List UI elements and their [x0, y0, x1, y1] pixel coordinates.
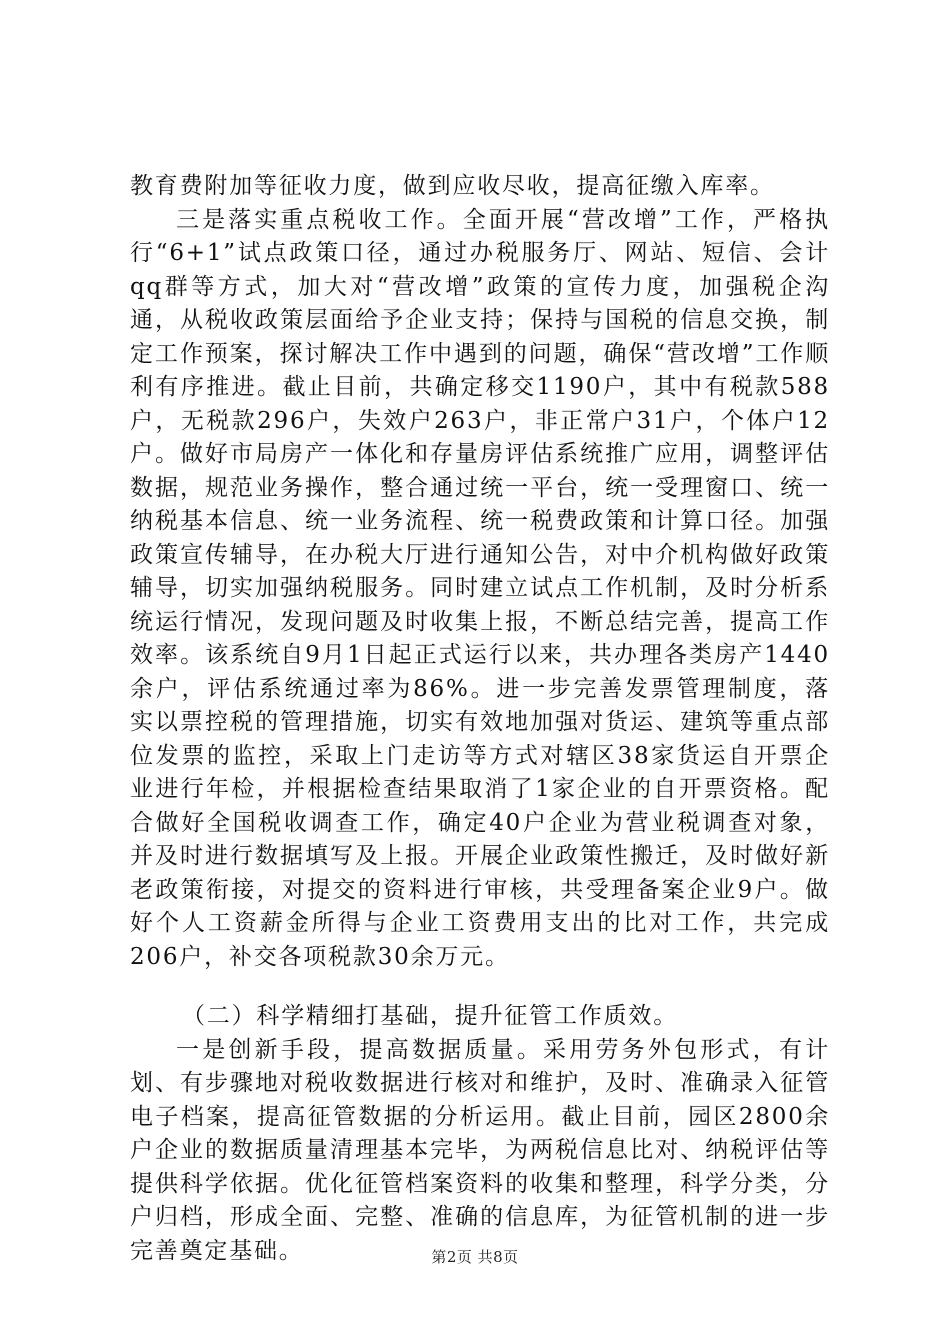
paragraph-data-quality: 一是创新手段，提高数据质量。采用劳务外包形式，有计划、有步骤地对税收数据进行核对和维护，及时、准确录入征管电子档案，提高征管数据的分析运用。截止目前，园区2800余户企业的数据质量清理基本完毕，为两税信息比对、纳税评估等提供科学依据。优化征管档案资料的收集和整理，科学分类，分户归档，形成全面、完整、准确的信息库，为征管机制的进一步完善奠定基础。: [130, 1036, 830, 1264]
paragraph-key-tax-work: 三是落实重点税收工作。全面开展“营改增”工作，严格执行“6+1”试点政策口径，通过办税服务厅、网站、短信、会计qq群等方式，加大对“营改增”政策的宣传力度，加强税企沟通，从税收政策层面给予企业支持；保持与国税的信息交换，制定工作预案，探讨解决工作中遇到的问题，确保“营改增”工作顺利有序推进。截止目前，共确定移交1190户，其中有税款588户，无税款296户，失效户263户，非正常户31户，个体户12户。做好市局房产一体化和存量房评估系统推广应用，调整评估数据，规范业务操作，整合通过统一平台，统一受理窗口、统一纳税基本信息、统一业务流程、统一税费政策和计算口径。加强政策宣传辅导，在办税大厅进行通知公告，对中介机构做好政策辅导，切实加强纳税服务。同时建立试点工作机制，及时分析系统运行情况，发现问题及时收集上报，不断总结完善，提高工作效率。该系统自9月1日起正式运行以来，共办理各类房产1440余户，评估系统通过率为86%。进一步完善发票管理制度，落实以票控税的管理措施，切实有效地加强对货运、建筑等重点部位发票的监控，采取上门走访等方式对辖区38家货运自开票企业进行年检，并根据检查结果取消了1家企业的自开票资格。配合做好全国税收调查工作，确定40户企业为营业税调查对象，并及时进行数据填写及上报。开展企业政策性搬迁，及时做好新老政策衔接，对提交的资料进行审核，共受理备案企业9户。做好个人工资薪金所得与企业工资费用支出的比对工作，共完成206户，补交各项税款30余万元。: [130, 206, 830, 970]
page-footer: 第2页 共8页: [431, 1248, 519, 1266]
paragraph-continuation: 教育费附加等征收力度，做到应收尽收，提高征缴入库率。: [130, 173, 775, 199]
document-body: [130, 170, 830, 1268]
section-heading: （二）科学精细打基础，提升征管工作质效。: [182, 1003, 678, 1029]
